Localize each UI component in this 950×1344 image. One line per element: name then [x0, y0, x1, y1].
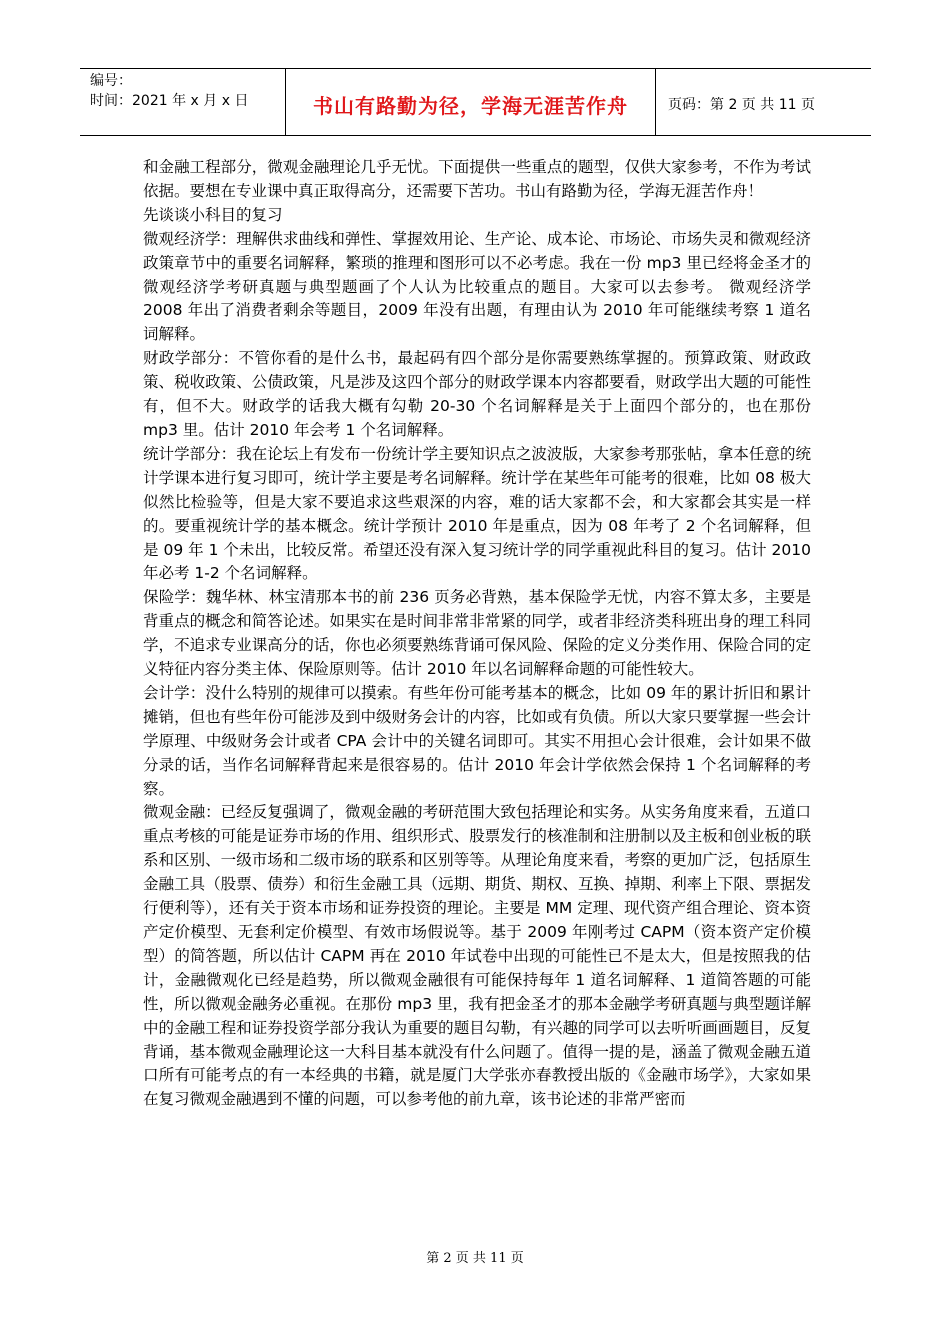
- body-paragraph: 和金融工程部分，微观金融理论几乎无忧。下面提供一些重点的题型，仅供大家参考，不作为考试依据。要想在专业课中真正取得高分，还需要下苦功。书山有路勤为径，学海无涯苦作舟！: [143, 158, 811, 200]
- page-info: 页码：第 2 页 共 11 页: [668, 97, 815, 113]
- body-paragraph: 微观金融：已经反复强调了，微观金融的考研范围大致包括理论和实务。从实务角度来看，五道口重点考核的可能是证券市场的作用、组织形式、股票发行的核准制和注册制以及主板和创业板的联系和区别、一级市场和二级市场的联系和区别等等。从理论角度来看，考察的更加广泛，包括原生金融工具（股票、债券）和衍生金融工具（远期、期货、期权、互换、掉期、利率上下限、票据发行便利等），还有关于资本市场和证券投资的理论。主要是 MM 定理、现代资产组合理论、资本资产定价模型、无套利定价模型、有效市场假说等。基于 2009 年刚考过 CAPM（资本资产定价模型）的简答题，所以估计 CAPM 再在 2010 年试卷中出现的可能性已不是太大，但是按照我的估计，金融微观化已经是趋势，所以微观金融很有可能保持每年 1 道名词解释、1 道简答题的可能性，所以微观金融务必重视。在那份 mp3 里，我有把金圣才的那本金融学考研真题与典型题详解中的金融工程和证券投资学部分我认为重要的题目勾勒，有兴趣的同学可以去听听画画题目，反复背诵，基本微观金融理论这一大科目基本就没有什么问题了。值得一提的是，涵盖了微观金融五道口所有可能考点的有一本经典的书籍，就是厦门大学张亦春教授出版的《金融市场学》，大家如果在复习微观金融遇到不懂的问题，可以参考他的前九章，该书论述的非常严密而: [143, 803, 811, 1109]
- number-label: 编号：: [90, 73, 132, 89]
- page-footer: [0, 1247, 950, 1266]
- body-paragraph: 统计学部分：我在论坛上有发布一份统计学主要知识点之波波版，大家参考那张帖，拿本任意的统计学课本进行复习即可，统计学主要是考名词解释。统计学在某些年可能考的很难，比如 08 极大似然比检验等，但是大家不要追求这些艰深的内容，难的话大家都不会，和大家都会其实是一样的。要重视统计学的基本概念。统计学预计 2010 年是重点，因为 08 年考了 2 个名词解释，但是 09 年 1 个未出，比较反常。希望还没有深入复习统计学的同学重视此科目的复习。估计 2010 年必考 1-2 个名词解释。: [143, 444, 811, 583]
- time-label: 时间：2021 年 x 月 x 日: [90, 93, 249, 109]
- body-paragraph: 微观经济学：理解供求曲线和弹性、掌握效用论、生产论、成本论、市场论、市场失灵和微观经济政策章节中的重要名词解释，繁琐的推理和图形可以不必考虑。我在一份 mp3 里已经将金圣才的微观经济学考研真题与典型题画了个人认为比较重点的题目。大家可以去参考。 微观经济学 2008 年出了消费者剩余等题目，2009 年没有出题，有理由认为 2010 年可能继续考察 1 道名词解释。: [143, 229, 811, 344]
- body-paragraph: 财政学部分：不管你看的是什么书，最起码有四个部分是你需要熟练掌握的。预算政策、财政政策、税收政策、公债政策，凡是涉及这四个部分的财政学课本内容都要看，财政学出大题的可能性有，但不大。财政学的话我大概有勾勒 20-30 个名词解释是关于上面四个部分的，也在那份 mp3 里。估计 2010 年会考 1 个名词解释。: [143, 349, 811, 439]
- footer-page-number: 第 2 页 共 11 页: [426, 1251, 524, 1266]
- document-body: [143, 156, 811, 1112]
- body-paragraph: 保险学：魏华林、林宝清那本书的前 236 页务必背熟，基本保险学无忧，内容不算太多，主要是背重点的概念和简答论述。如果实在是时间非常非常紧的同学，或者非经济类科班出身的理工科同学，不追求专业课高分的话，你也必须要熟练背诵可保风险、保险的定义分类作用、保险合同的定义特征内容分类主体、保险原则等。估计 2010 年以名词解释命题的可能性较大。: [143, 588, 811, 679]
- header-page-cell: [656, 69, 871, 135]
- header-motto-cell: [286, 69, 656, 135]
- body-paragraph: 会计学：没什么特别的规律可以摸索。有些年份可能考基本的概念，比如 09 年的累计折旧和累计摊销，但也有些年份可能涉及到中级财务会计的内容，比如或有负债。所以大家只要掌握一些会计学原理、中级财务会计或者 CPA 会计中的关键名词即可。其实不用担心会计很难，会计如果不做分录的话，当作名词解释背起来是很容易的。估计 2010 年会计学依然会保持 1 个名词解释的考察。: [143, 683, 811, 798]
- motto-text: 书山有路勤为径，学海无涯苦作舟: [313, 93, 628, 118]
- section-heading: 先谈谈小科目的复习: [143, 205, 283, 224]
- page-header: [80, 68, 871, 136]
- header-meta: [80, 69, 286, 135]
